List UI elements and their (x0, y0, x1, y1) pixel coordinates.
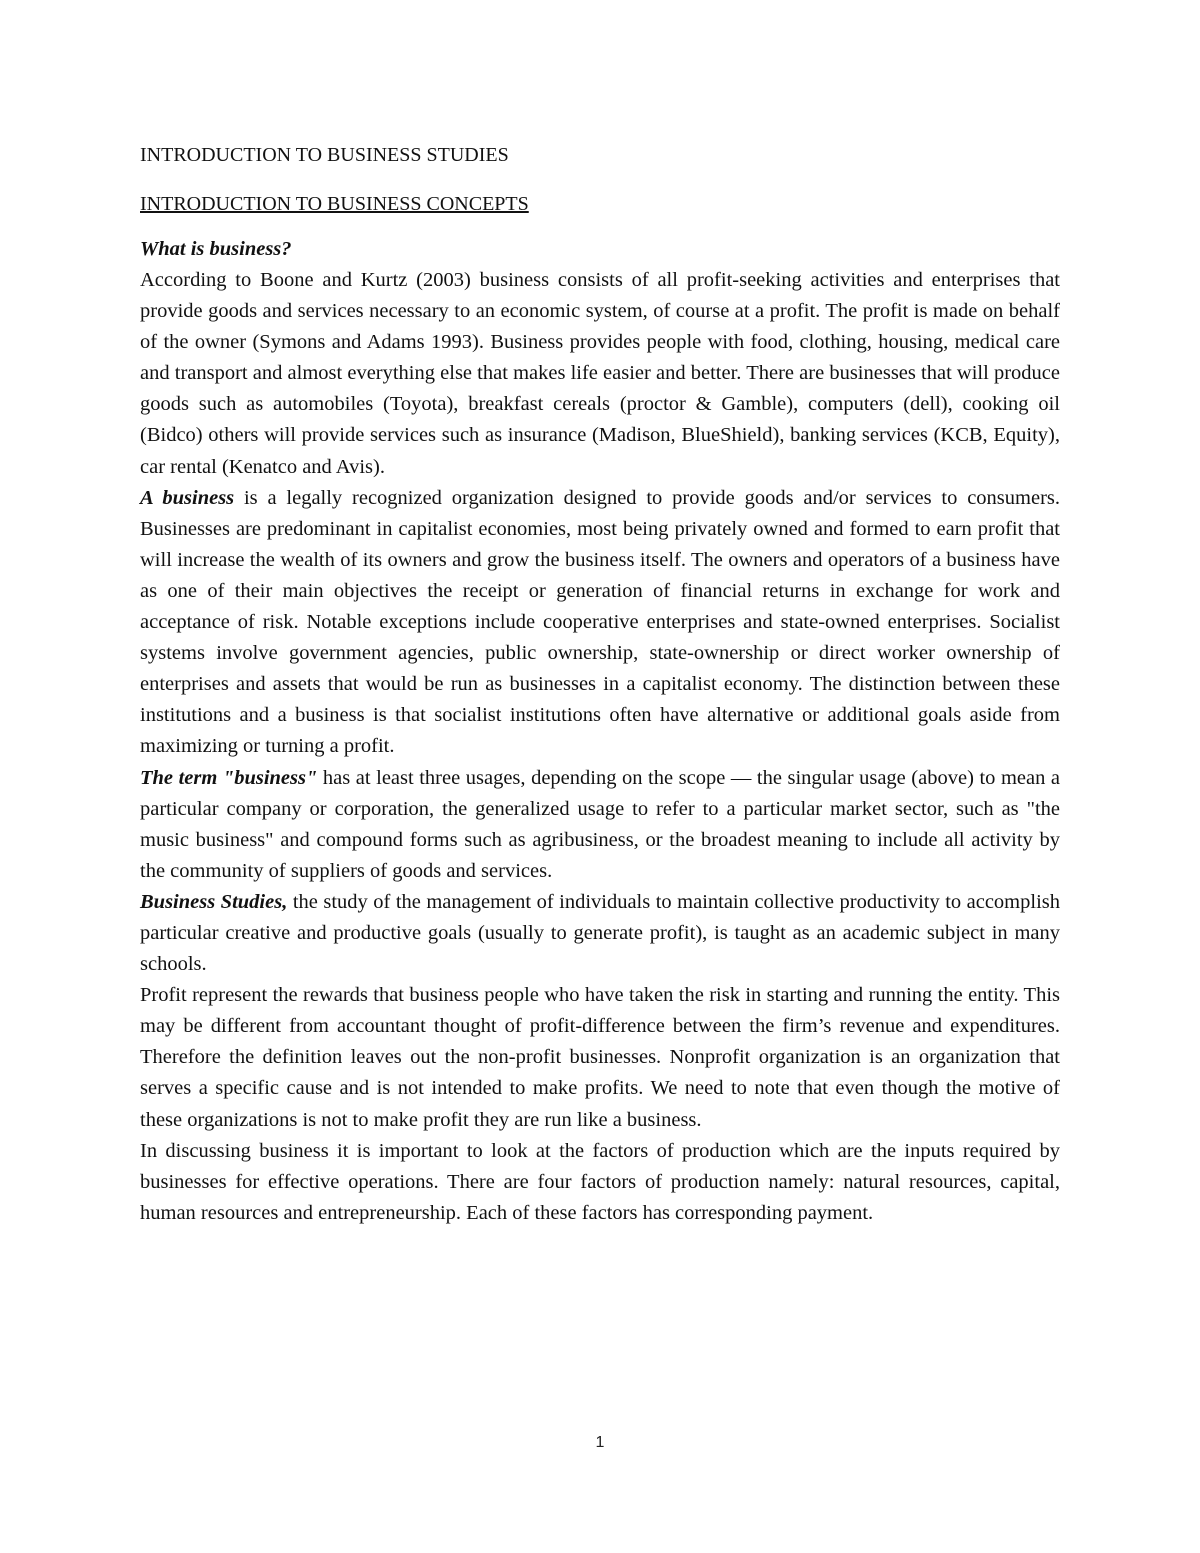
paragraph-lead: A business (140, 486, 235, 509)
paragraph-lead: Business Studies, (140, 890, 288, 913)
paragraph-business-studies (140, 887, 1060, 980)
paragraph-text: is a legally recognized organization designed to provide goods and/or services to consumers. Businesses are predominant in capitalist economies, most being privately owned and formed to earn profit that will increase the wealth of its owners and grow the business itself. The owners and operators of a business have as one of their main objectives the receipt or generation of financial returns in exchange for work and acceptance of risk. Notable exceptions include cooperative enterprises and state-owned enterprises. Socialist systems involve government agencies, public ownership, state-ownership or direct worker ownership of enterprises and assets that would be run as businesses in a capitalist economy. The distinction between these institutions and a business is that socialist institutions often have alternative or additional goals aside from maximizing or turning a profit. (140, 486, 1060, 758)
document-title: INTRODUCTION TO BUSINESS STUDIES (140, 144, 509, 166)
paragraph-text: According to Boone and Kurtz (2003) business consists of all profit-seeking activities and enterprises that provide goods and services necessary to an economic system, of course at a profit. The profit is made on behalf of the owner (Symons and Adams 1993). Business provides people with food, clothing, housing, medical care and transport and almost everything else that makes life easier and better. There are businesses that will produce goods such as automobiles (Toyota), breakfast cereals (proctor & Gamble), computers (dell), cooking oil (Bidco) others will provide services such as insurance (Madison, BlueShield), banking services (KCB, Equity), car rental (Kenatco and Avis). (140, 269, 1060, 478)
page-number: 1 (595, 1434, 605, 1451)
paragraph-a-business (140, 483, 1060, 763)
section-heading: INTRODUCTION TO BUSINESS CONCEPTS (140, 193, 529, 215)
paragraph-term-business (140, 763, 1060, 887)
paragraph-text: has at least three usages, depending on the scope — the singular usage (above) to mean a particular company or corporation, the generalized usage to refer to a particular market sector, such as "the music business" and compound forms such as agribusiness, or the broadest meaning to include all activity by the community of suppliers of goods and services. (140, 766, 1060, 882)
paragraph-text: Profit represent the rewards that business people who have taken the risk in starting and running the entity. This may be different from accountant thought of profit-difference between the firm’s revenue and expenditures. Therefore the definition leaves out the non-profit businesses. Nonprofit organization is an organization that serves a specific cause and is not intended to make profits. We need to note that even though the motive of these organizations is not to make profit they are run like a business. (140, 984, 1060, 1131)
page-content (140, 140, 1060, 1229)
paragraph-boone-kurtz (140, 265, 1060, 483)
question-heading: What is business? (140, 238, 292, 260)
paragraph-lead: The term "business" (140, 766, 318, 789)
paragraph-profit (140, 980, 1060, 1135)
paragraph-factors-of-production (140, 1136, 1060, 1229)
paragraph-text: In discussing business it is important to look at the factors of production which are the inputs required by businesses for effective operations. There are four factors of production namely: natural resources, capital, human resources and entrepreneurship. Each of these factors has corresponding payment. (140, 1139, 1060, 1224)
paragraph-text: the study of the management of individuals to maintain collective productivity to accomplish particular creative and productive goals (usually to generate profit), is taught as an academic subject in many schools. (140, 890, 1061, 976)
